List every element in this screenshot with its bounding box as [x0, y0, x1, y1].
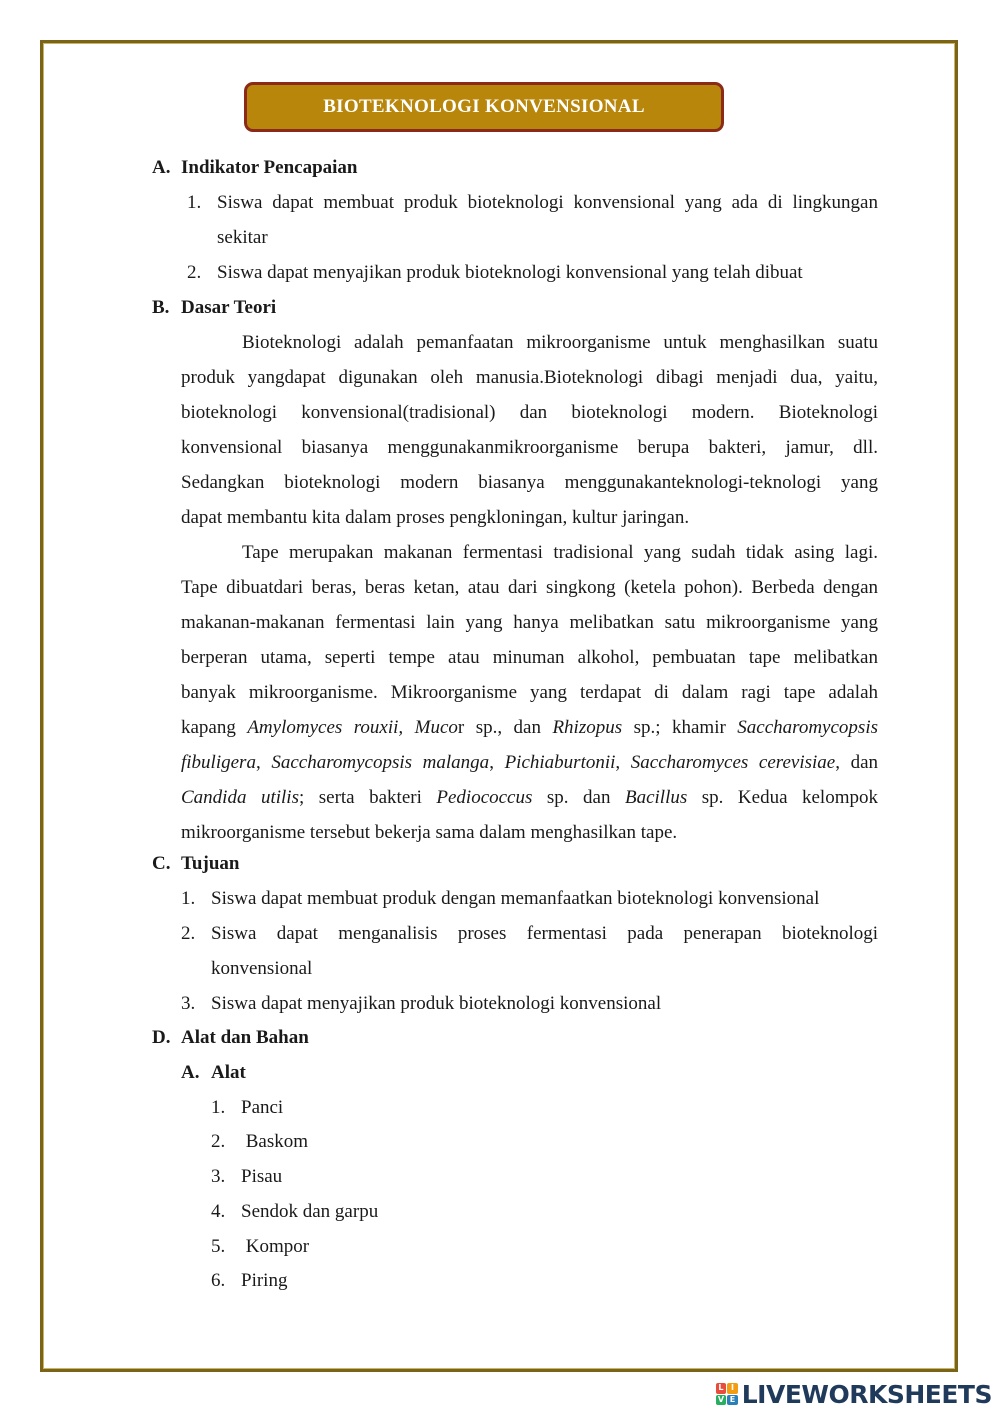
list-item-text: Siswa dapat membuat produk dengan memanfaatkan bioteknologi konvensional — [211, 888, 820, 909]
list-item-text: Siswa dapat menyajikan produk bioteknologi konvensional yang telah dibuat — [217, 262, 803, 283]
logo-letter: L — [716, 1383, 727, 1394]
paragraph-line: bioteknologi konvensional(tradisional) dan bioteknologi modern. Bioteknologi — [181, 402, 878, 423]
list-item-number: 4. — [211, 1201, 226, 1222]
list-item-number: 5. — [211, 1236, 226, 1257]
liveworksheets-logo[interactable] — [716, 1378, 992, 1410]
paragraph-line: produk yangdapat digunakan oleh manusia.Bioteknologi dibagi menjadi dua, yaitu, — [181, 367, 878, 388]
paragraph-line: Tape dibuatdari beras, beras ketan, atau dari singkong (ketela pohon). Berbeda dengan — [181, 577, 878, 598]
paragraph-line: banyak mikroorganisme. Mikroorganisme yang terdapat di dalam ragi tape adalah — [181, 682, 878, 703]
section-c-letter: C. — [152, 853, 171, 874]
subsection-letter: A. — [181, 1062, 200, 1083]
list-item-text: Sendok dan garpu — [241, 1201, 379, 1222]
paragraph-line: Candida utilis; serta bakteri Pediococcus sp. dan Bacillus sp. Kedua kelompok — [181, 787, 878, 808]
subsection-heading: Alat — [211, 1062, 246, 1083]
section-d-letter: D. — [152, 1027, 171, 1048]
list-item-text: konvensional — [211, 958, 313, 979]
list-item-text: Piring — [241, 1270, 288, 1291]
section-a-heading: Indikator Pencapaian — [181, 157, 358, 178]
list-item-number: 1. — [187, 192, 202, 213]
list-item-text: Kompor — [241, 1236, 310, 1257]
logo-letter: I — [727, 1383, 738, 1394]
paragraph-line: dapat membantu kita dalam proses pengkloningan, kultur jaringan. — [181, 507, 690, 528]
paragraph-line: mikroorganisme tersebut bekerja sama dalam menghasilkan tape. — [181, 822, 678, 843]
paragraph-line: fibuligera, Saccharomycopsis malanga, Pichiaburtonii, Saccharomyces cerevisiae, dan — [181, 752, 879, 773]
list-item-number: 2. — [211, 1131, 226, 1152]
paragraph-line: makanan-makanan fermentasi lain yang hanya melibatkan satu mikroorganisme yang — [181, 612, 878, 633]
list-item-text: Panci — [241, 1097, 284, 1118]
paragraph-line: Tape merupakan makanan fermentasi tradisional yang sudah tidak asing lagi. — [242, 542, 878, 563]
list-item-text: Siswa dapat menyajikan produk bioteknologi konvensional — [211, 993, 662, 1014]
list-item-number: 3. — [211, 1166, 226, 1187]
logo-letter: E — [727, 1395, 738, 1406]
liveworksheets-brand: LIVEWORKSHEETS — [741, 1379, 992, 1409]
list-item-number: 3. — [181, 993, 196, 1014]
list-item-number: 6. — [211, 1270, 226, 1291]
section-d-heading: Alat dan Bahan — [181, 1027, 309, 1048]
liveworksheets-icon — [716, 1383, 738, 1405]
list-item-text: Pisau — [241, 1166, 283, 1187]
list-item-number: 1. — [211, 1097, 226, 1118]
paragraph-line: Sedangkan bioteknologi modern biasanya menggunakanteknologi-teknologi yang — [181, 472, 878, 493]
list-item-text: sekitar — [217, 227, 268, 248]
list-item-number: 1. — [181, 888, 196, 909]
list-item-text: Siswa dapat menganalisis proses fermentasi pada penerapan bioteknologi — [211, 923, 878, 944]
list-item-text: Siswa dapat membuat produk bioteknologi konvensional yang ada di lingkungan — [217, 192, 878, 213]
logo-letter: V — [716, 1395, 727, 1406]
list-item-text: Baskom — [241, 1131, 309, 1152]
page-title: BIOTEKNOLOGI KONVENSIONAL — [244, 82, 724, 132]
section-b-letter: B. — [152, 297, 170, 318]
paragraph-line: kapang Amylomyces rouxii, Mucor sp., dan Rhizopus sp.; khamir Saccharomycopsis — [181, 717, 878, 738]
section-a-letter: A. — [152, 157, 171, 178]
section-b-heading: Dasar Teori — [181, 297, 277, 318]
list-item-number: 2. — [187, 262, 202, 283]
paragraph-line: Bioteknologi adalah pemanfaatan mikroorganisme untuk menghasilkan suatu — [242, 332, 878, 353]
section-c-heading: Tujuan — [181, 853, 240, 874]
list-item-number: 2. — [181, 923, 196, 944]
paragraph-line: berperan utama, seperti tempe atau minuman alkohol, pembuatan tape melibatkan — [181, 647, 878, 668]
paragraph-line: konvensional biasanya menggunakanmikroorganisme berupa bakteri, jamur, dll. — [181, 437, 878, 458]
